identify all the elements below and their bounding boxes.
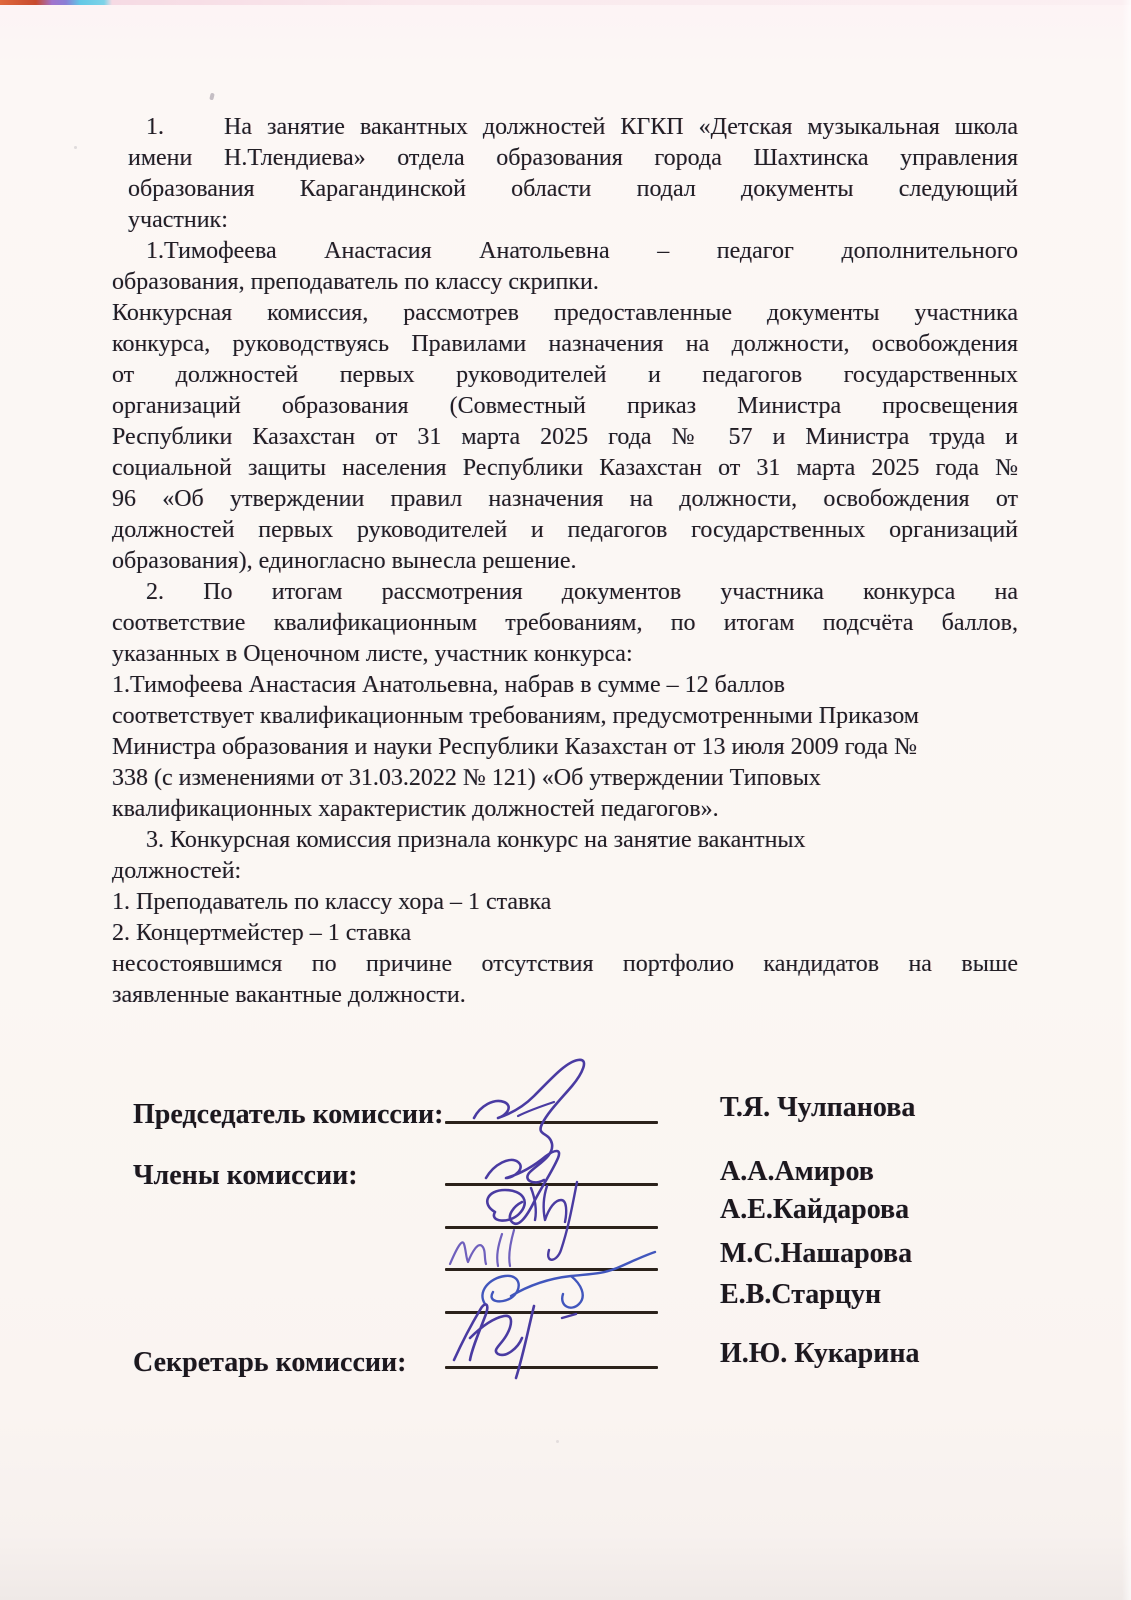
document-line: 1.Тимофеева Анастасия Анатольевна – педагог дополнительного <box>146 238 1018 264</box>
document-line: имени Н.Тлендиева» отдела образования города Шахтинска управления <box>128 145 1018 171</box>
signer-name: Е.В.Старцун <box>720 1279 882 1310</box>
paper-speck <box>209 93 215 101</box>
signer-name: М.С.Нашарова <box>720 1238 913 1269</box>
signature-ink-member-4 <box>465 1240 675 1325</box>
signature-ink-member-3 <box>440 1222 555 1284</box>
document-line: 338 (с изменениями от 31.03.2022 № 121) «Об утверждении Типовых <box>112 765 821 791</box>
document-line: участник: <box>128 207 228 233</box>
document-line: образования Карагандинской области подал документы следующий <box>128 176 1018 202</box>
signature-ink-member-2 <box>465 1172 605 1277</box>
chairman-label: Председатель комиссии: <box>133 1099 444 1130</box>
signer-name: А.Е.Кайдарова <box>720 1194 910 1225</box>
document-body <box>112 112 1018 1011</box>
document-line: 2. Концертмейстер – 1 ставка <box>112 920 412 946</box>
scan-right-edge <box>1122 0 1131 1600</box>
document-line: квалификационных характеристик должностей педагогов». <box>112 796 719 822</box>
document-line: указанных в Оценочном листе, участник конкурса: <box>112 641 633 667</box>
signer-name: А.А.Амиров <box>720 1156 874 1187</box>
signature-line <box>445 1366 658 1369</box>
document-line: должностей: <box>112 858 242 884</box>
signer-name: И.Ю. Кукарина <box>720 1338 920 1369</box>
signature-ink-member-1 <box>470 1122 600 1237</box>
signature-ink-secretary <box>440 1288 610 1388</box>
document-line: 1. На занятие вакантных должностей КГКП «Детская музыкальная школа <box>146 114 1018 140</box>
document-line: соответствие квалификационным требованиям, по итогам подсчёта баллов, <box>112 610 1018 636</box>
signature-ink-chairman <box>460 1052 640 1192</box>
document-line: Республики Казахстан от 31 марта 2025 года № 57 и Министра труда и <box>112 424 1018 450</box>
document-line: организаций образования (Совместный приказ Министра просвещения <box>112 393 1018 419</box>
scan-edge-artifact <box>0 0 1131 5</box>
document-line: 1. Преподаватель по классу хора – 1 ставка <box>112 889 552 915</box>
document-line: Конкурсная комиссия, рассмотрев предоставленные документы участника <box>112 300 1018 326</box>
document-line: социальной защиты населения Республики Казахстан от 31 марта 2025 года № <box>112 455 1018 481</box>
paper-speck <box>556 1440 559 1443</box>
signature-line <box>445 1121 658 1124</box>
document-line: образования), единогласно вынесла решение. <box>112 548 577 574</box>
signature-line <box>445 1183 658 1186</box>
document-line: 3. Конкурсная комиссия признала конкурс на занятие вакантных <box>146 827 806 853</box>
document-line: образования, преподаватель по классу скрипки. <box>112 269 599 295</box>
document-line: 2. По итогам рассмотрения документов участника конкурса на <box>146 579 1018 605</box>
signature-line <box>445 1226 658 1229</box>
document-line: от должностей первых руководителей и педагогов государственных <box>112 362 1018 388</box>
document-line: несостоявшимся по причине отсутствия портфолио кандидатов на выше <box>112 951 1018 977</box>
document-line: 96 «Об утверждении правил назначения на должности, освобождения от <box>112 486 1018 512</box>
document-line: конкурса, руководствуясь Правилами назначения на должности, освобождения <box>112 331 1018 357</box>
members-label: Члены комиссии: <box>133 1160 358 1191</box>
paper-speck <box>74 146 77 149</box>
secretary-label: Секретарь комиссии: <box>133 1347 407 1378</box>
document-line: Министра образования и науки Республики Казахстан от 13 июля 2009 года № <box>112 734 917 760</box>
signer-name: Т.Я. Чулпанова <box>720 1092 916 1123</box>
document-line: должностей первых руководителей и педагогов государственных организаций <box>112 517 1018 543</box>
document-line: 1.Тимофеева Анастасия Анатольевна, набрав в сумме – 12 баллов <box>112 672 785 698</box>
document-line: соответствует квалификационным требованиям, предусмотренными Приказом <box>112 703 919 729</box>
signature-line <box>445 1268 658 1271</box>
document-line: заявленные вакантные должности. <box>112 982 466 1008</box>
signature-line <box>445 1311 658 1314</box>
